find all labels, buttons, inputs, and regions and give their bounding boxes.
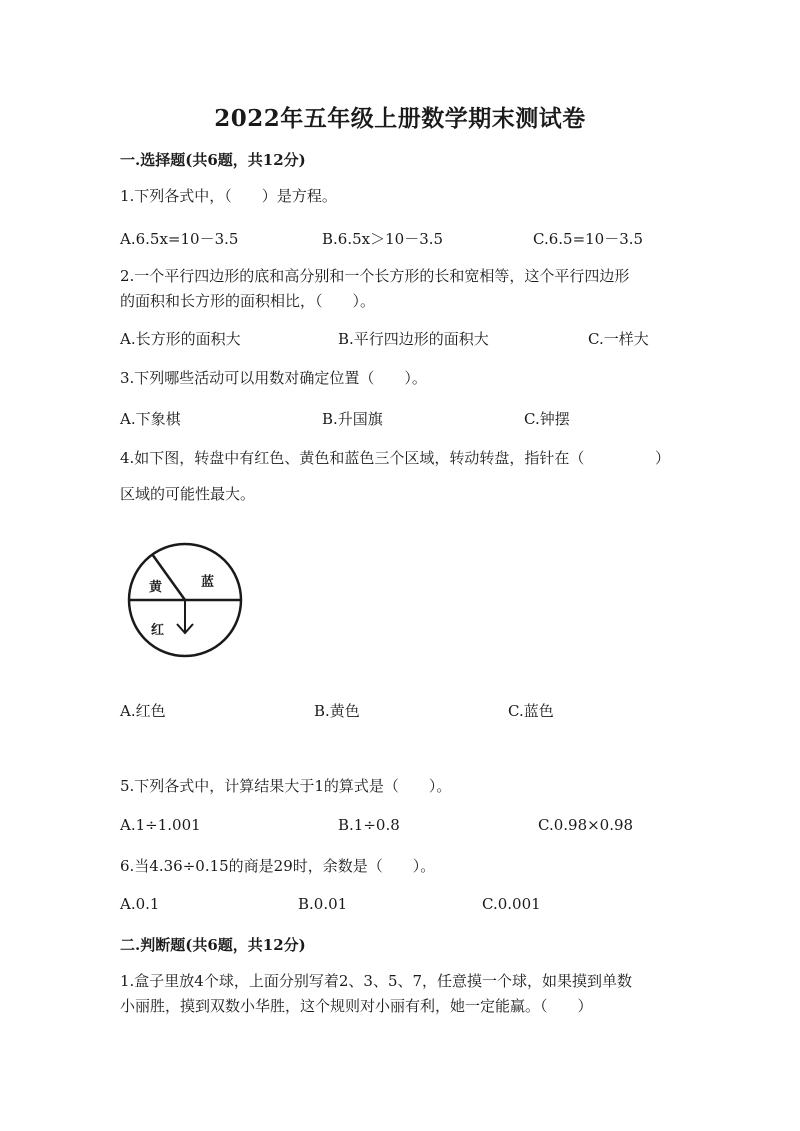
option-b[interactable]: B.黄色 [314,702,360,720]
option-a[interactable]: A.1÷1.001 [120,816,201,834]
option-c[interactable]: C.6.5=10－3.5 [533,230,644,248]
option-b[interactable]: B.6.5x＞10－3.5 [322,230,444,248]
question-4-line-1-right: ） [654,449,670,467]
question-2 [120,264,680,314]
question-4-options [120,700,680,722]
option-a[interactable]: A.长方形的面积大 [120,330,241,348]
question-1-options [120,228,680,250]
question-2-line-2: 的面积和长方形的面积相比，（ ）。 [120,292,376,310]
region-label-blue: 蓝 [201,575,215,590]
judgement-question-1-line-2: 小丽胜，摸到双数小华胜，这个规则对小丽有利，她一定能赢。（ ） [120,997,593,1015]
option-b[interactable]: B.平行四边形的面积大 [338,330,489,348]
option-c[interactable]: C.钟摆 [524,410,570,428]
question-6: 6.当4.36÷0.15的商是29时，余数是（ ）。 [120,857,436,875]
question-5: 5.下列各式中，计算结果大于1的算式是（ ）。 [120,777,452,795]
option-c[interactable]: C.蓝色 [508,702,554,720]
section-heading-judgement: 二.判断题(共6题，共12分) [120,936,306,954]
question-1: 1.下列各式中，（ ）是方程。 [120,187,337,205]
option-c[interactable]: C.一样大 [588,330,649,348]
option-c[interactable]: C.0.001 [482,895,541,913]
judgement-question-1-line-1: 1.盒子里放4个球，上面分别写着2、3、5、7，任意摸一个球，如果摸到单数 [120,972,633,990]
option-b[interactable]: B.1÷0.8 [338,816,400,834]
question-2-options [120,328,680,350]
spinner-figure [125,540,245,660]
question-3: 3.下列哪些活动可以用数对确定位置（ ）。 [120,369,427,387]
region-label-yellow: 黄 [149,580,163,595]
question-2-line-1: 2.一个平行四边形的底和高分别和一个长方形的长和宽相等，这个平行四边形 [120,267,630,285]
question-4-line-2: 区域的可能性最大。 [120,485,256,503]
option-a[interactable]: A.红色 [120,702,166,720]
question-5-options [120,816,680,838]
option-c[interactable]: C.0.98×0.98 [538,816,634,834]
judgement-question-1 [120,969,680,1019]
option-a[interactable]: A.下象棋 [120,410,181,428]
question-4-line-1-left: 4.如下图，转盘中有红色、黄色和蓝色三个区域，转动转盘，指针在（ [120,449,585,467]
question-3-options [120,408,680,430]
question-4-line-1 [120,446,680,471]
section-heading-choice: 一.选择题(共6题，共12分) [120,151,306,169]
option-a[interactable]: A.0.1 [120,895,160,913]
option-b[interactable]: B.升国旗 [322,410,383,428]
option-b[interactable]: B.0.01 [298,895,348,913]
exam-title: 2022年五年级上册数学期末测试卷 [214,105,586,132]
option-a[interactable]: A.6.5x=10－3.5 [120,230,239,248]
question-6-options [120,895,680,917]
region-label-red: 红 [151,623,165,638]
